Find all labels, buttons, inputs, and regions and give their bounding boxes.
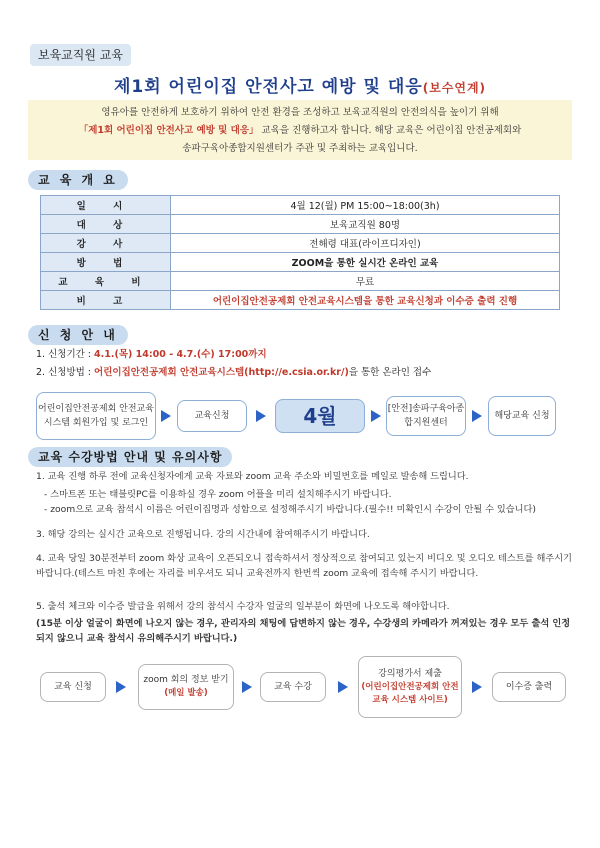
note-3: 3. 해당 강의는 실시간 교육으로 진행됩니다. 강의 시간내에 참여해주시기 바랍니다. (36, 529, 370, 540)
intro-line-3: 송파구육아종합지원센터가 주관 및 주최하는 교육입니다. (182, 143, 418, 154)
flow-step-login: 어린이집안전공제회 안전교육시스템 회원가입 및 로그인 (36, 392, 156, 440)
table-row (41, 253, 560, 272)
row-key: 대 상 (41, 215, 171, 234)
flow2-label: 이수증 출력 (505, 681, 553, 692)
flow2-step-attend (260, 672, 326, 702)
section-heading-notes: 교육 수강방법 안내 및 유의사항 (28, 447, 232, 467)
table-row (41, 234, 560, 253)
apply-method-label: 2. 신청방법 : (36, 367, 95, 378)
flow2-label: 강의평가서 제출 (378, 668, 442, 679)
apply-period-label: 1. 신청기간 : (36, 349, 95, 360)
overview-table (40, 195, 560, 310)
category-tag: 보육교직원 교육 (30, 44, 131, 66)
arrow-right-icon (256, 410, 266, 422)
note-1b: - zoom으로 교육 참석시 이름은 어린이집명과 성함으로 설정해주시기 바랍니다.(필수!! 미확인시 수강이 안될 수 있습니다) (44, 504, 537, 515)
flow2-sub: (메일 발송) (164, 688, 208, 698)
note-5b: (15분 이상 얼굴이 화면에 나오지 않는 경우, 관리자의 채팅에 답변하지 않는 경우, 수강생의 카메라가 꺼져있는 경우 모두 출석 인정되지 않으니 교육 참석시 유의해주시기 바랍니다.) (36, 618, 571, 644)
arrow-right-icon (371, 410, 381, 422)
row-value: 무료 (171, 272, 560, 291)
intro-box (28, 100, 572, 160)
flow2-label: 교육 수강 (274, 681, 312, 692)
flow-step-apply: 교육신청 (177, 400, 247, 432)
arrow-right-icon (338, 681, 348, 693)
row-key: 강 사 (41, 234, 171, 253)
flow-step-month: 4월 (275, 399, 365, 433)
row-value: 전해령 대표(라이프디자인) (171, 234, 560, 253)
arrow-right-icon (161, 410, 171, 422)
title-sub: (보수연계) (422, 81, 487, 95)
section-heading-overview: 교 육 개 요 (28, 170, 128, 190)
arrow-right-icon (242, 681, 252, 693)
table-row (41, 272, 560, 291)
flow2-sub: (어린이집안전공제회 안전교육 시스템 사이트) (361, 681, 459, 705)
row-key: 일 시 (41, 196, 171, 215)
arrow-right-icon (472, 681, 482, 693)
apply-period-value: 4.1.(목) 14:00 - 4.7.(수) 17:00까지 (94, 349, 267, 360)
row-key: 교 육 비 (41, 272, 171, 291)
row-value: 4월 12(월) PM 15:00~18:00(3h) (171, 196, 560, 215)
arrow-right-icon (116, 681, 126, 693)
intro-highlight: 「제1회 어린이집 안전사고 예방 및 대응」 (78, 125, 259, 136)
row-value: 보육교직원 80명 (171, 215, 560, 234)
row-value: 어린이집안전공제회 안전교육시스템을 통한 교육신청과 이수증 출력 진행 (171, 291, 560, 310)
apply-method-link[interactable]: 어린이집안전공제회 안전교육시스템(http://e.csia.or.kr/) (94, 367, 349, 378)
note-5: 5. 출석 체크와 이수증 발급을 위해서 강의 참석시 수강자 얼굴의 일부분이 화면에 나오도록 해야합니다. (36, 601, 450, 612)
flow2-step-apply (40, 672, 106, 702)
table-row (41, 291, 560, 310)
flow2-step-certificate (492, 672, 566, 702)
flow2-step-evaluation (358, 656, 462, 718)
table-row (41, 196, 560, 215)
row-key: 방 법 (41, 253, 171, 272)
intro-line-2 (28, 122, 572, 140)
arrow-right-icon (472, 410, 482, 422)
intro-line-1: 영유아를 안전하게 보호하기 위하여 안전 환경을 조성하고 보육교직원의 안전의식을 높이기 위해 (101, 107, 499, 118)
note-1: 1. 교육 진행 하루 전에 교육신청자에게 교육 자료와 zoom 교육 주소와 비밀번호를 메일로 발송해 드립니다. (36, 471, 469, 482)
apply-method (36, 365, 431, 381)
note-4: 4. 교육 당일 30분전부터 zoom 화상 교육이 오픈되오니 접속하셔서 정상적으로 참여되고 있는지 비디오 및 오디오 테스트를 해주시기 바랍니다.(테스트 마친 후에는 자리를 비우셔도 되니 교육전까지 한번씩 zoom 교육에 접속해 주시기 바랍니다. (36, 553, 572, 579)
flow2-label: 교육 신청 (54, 681, 92, 692)
apply-period (36, 347, 267, 363)
page-title (0, 72, 600, 97)
flow2-label: zoom 회의 정보 받기 (143, 675, 229, 685)
flow2-step-zoom-info (138, 664, 234, 710)
intro-line-2-rest: 교육을 진행하고자 합니다. 해당 교육은 어린이집 안전공제회와 (258, 125, 522, 136)
apply-method-rest: 을 통한 온라인 접수 (348, 367, 432, 378)
note-1a: - 스마트폰 또는 태블릿PC를 이용하실 경우 zoom 어플을 미리 설치해주시기 바랍니다. (44, 489, 392, 500)
row-value: ZOOM을 통한 실시간 온라인 교육 (171, 253, 560, 272)
section-heading-apply: 신 청 안 내 (28, 325, 128, 345)
flow-step-course: 해당교육 신청 (488, 396, 556, 436)
table-row (41, 215, 560, 234)
row-key: 비 고 (41, 291, 171, 310)
title-main: 제1회 어린이집 안전사고 예방 및 대응 (113, 77, 423, 97)
flow-step-center: [안전]송파구육아종합지원센터 (386, 396, 466, 436)
